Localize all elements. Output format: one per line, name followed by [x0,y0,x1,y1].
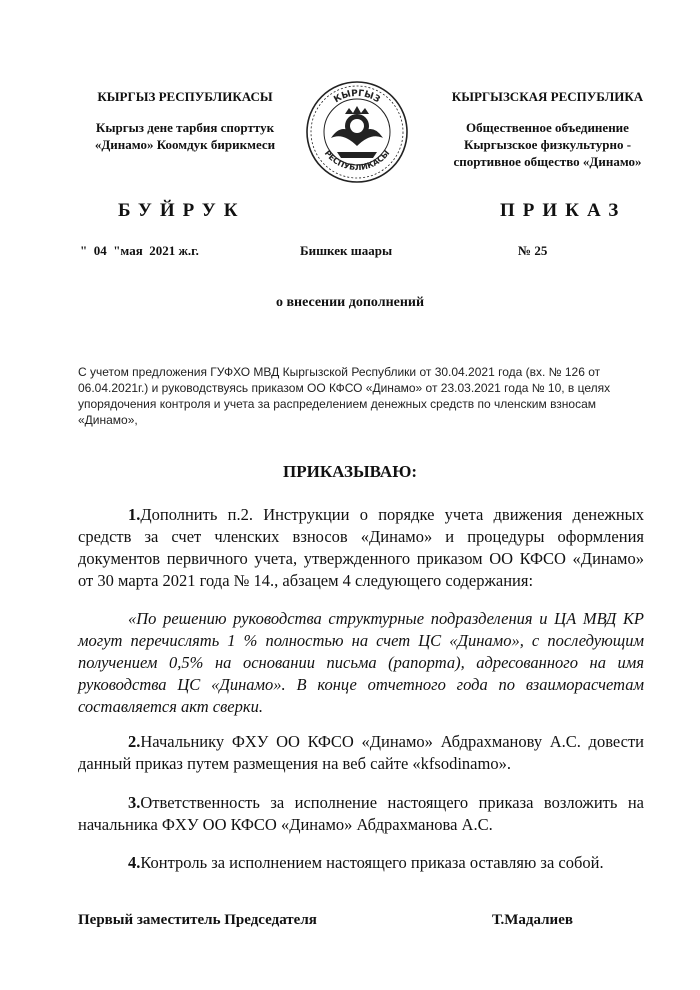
signature-name: Т.Мадалиев [492,912,573,928]
order-item-3 [78,792,644,836]
header-right-org-line1: Общественное объединение [466,120,629,135]
order-date: " 04 "мая 2021 ж.г. [80,243,199,258]
seal-bottom-text: РЕСПУБЛИКАСЫ [322,148,392,173]
falcon-emblem-icon [331,106,383,158]
order-item-2-number: 2. [128,732,141,751]
header-right-org-line2: Кыргызское физкультурно - [463,137,632,152]
order-word: ПРИКАЗЫВАЮ: [282,462,418,481]
order-subject: о внесении дополнений [275,295,425,310]
order-item-1-text: Дополнить п.2. Инструкции о порядке учета движения денежных средств за счет членских взносов «Динамо» и процедуры оформления документов первичного учета, утвержденного приказом ОО КФСО «Динамо» от 30 марта 2021 года № 14., абзацем 4 следующего содержания: [78,505,644,590]
header-right [425,88,670,170]
header-left [70,88,300,153]
order-item-2-text: Начальнику ФХУ ОО КФСО «Динамо» Абдрахманову А.С. довести данный приказ путем размещения на веб сайте «kfsodinamo». [78,732,644,773]
seal-top-text: КЫРГЫЗ [332,88,382,106]
order-item-3-number: 3. [128,793,141,812]
header-left-org-line1: Кыргыз дене тарбия спорттук [95,120,275,135]
header-right-country: КЫРГЫЗСКАЯ РЕСПУБЛИКА [451,89,644,104]
header-left-country: КЫРГЫЗ РЕСПУБЛИКАСЫ [97,89,273,104]
order-item-4 [78,852,644,874]
signature-position: Первый заместитель Председателя [78,912,317,928]
title-prikaz: ПРИКАЗ [500,200,627,221]
title-buyruk: БУЙРУК [118,200,246,221]
header-right-org-line3: спортивное общество «Динамо» [453,154,642,169]
order-item-4-text: Контроль за исполнением настоящего приказа оставляю за собой. [140,853,604,872]
order-item-1 [78,504,644,592]
order-number: № 25 [518,243,548,258]
quoted-paragraph: «По решению руководства структурные подразделения и ЦА МВД КР могут перечислять 1 % полностью на счет ЦС «Динамо», с последующим получением 0,5% на основании письма (рапорта), адресованного на имя руководства ЦС «Динамо». В конце отчетного года по взаиморасчетам составляется акт сверки. [78,609,644,716]
header-left-org-line2: «Динамо» Коомдук бирикмеси [94,137,276,152]
order-item-4-number: 4. [128,853,141,872]
order-item-3-text: Ответственность за исполнение настоящего приказа возложить на начальника ФХУ ОО КФСО «Динамо» Абдрахманова А.С. [78,793,644,834]
order-item-1-number: 1. [128,505,141,524]
order-place: Бишкек шаары [300,243,393,258]
preamble-paragraph: С учетом предложения ГУФХО МВД Кыргызской Республики от 30.04.2021 года (вх. № 126 от 06.04.2021г.) и руководствуясь приказом ОО КФСО «Динамо» от 23.03.2021 года № 10, в целях упорядочения контроля и учета за распределением денежных средств по членским взносам «Динамо», [78,365,611,427]
order-item-2 [78,731,644,775]
state-emblem-seal [305,80,409,184]
svg-text:КЫРГЫЗ [332,89,381,105]
